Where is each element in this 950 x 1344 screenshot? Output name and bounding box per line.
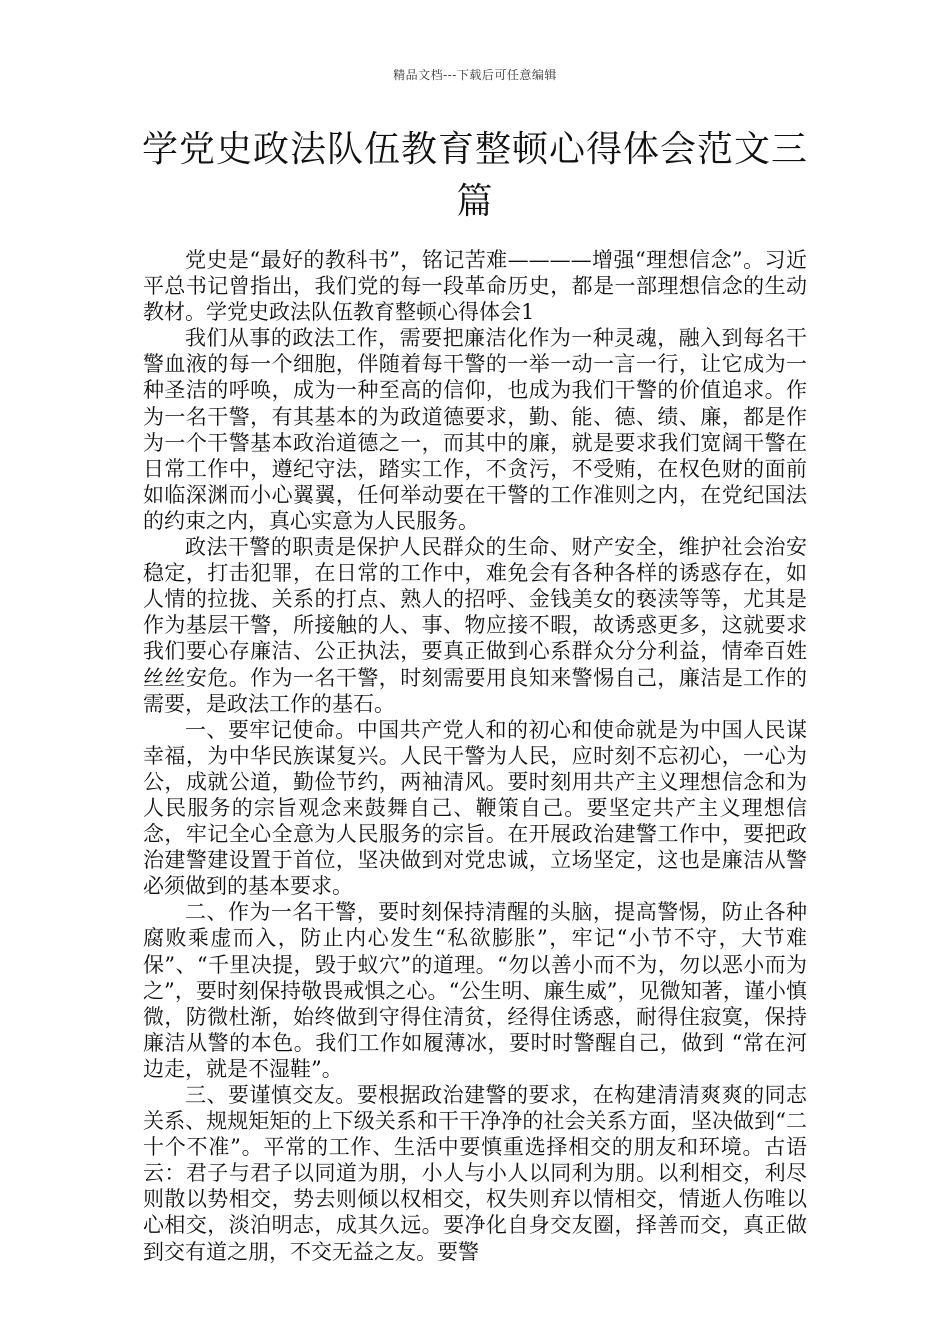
paragraph-duties: 政法干警的职责是保护人民群众的生命、财产安全，维护社会治安稳定，打击犯罪，在日常的工作中，难免会有各种各样的诱惑存在，如人情的拉拢、关系的打点、熟人的招呼、金钱美女的亵渎等等，尤其是作为基层干警，所接触的人、事、物应接不暇，故诱惑更多，这就要求我们要心存廉洁、公正执法，要真正做到心系群众分分利益，情牵百姓丝丝安危。作为一名干警，时刻需要用良知来警惕自己，廉洁是工作的需要，是政法工作的基石。 bbox=[143, 535, 807, 716]
paragraph-point-one: 一、要牢记使命。中国共产党人和的初心和使命就是为中国人民谋幸福，为中华民族谋复兴。人民干警为人民，应时刻不忘初心，一心为公，成就公道，勤俭节约，两袖清风。要时刻用共产主义理想信念和为人民服务的宗旨观念来鼓舞自己、鞭策自己。要坚定共产主义理想信念，牢记全心全意为人民服务的宗旨。在开展政治建警工作中，要把政治建警建设置于首位，坚决做到对党忠诚，立场坚定，这也是廉洁从警必须做到的基本要求。 bbox=[143, 717, 807, 899]
paragraph-intro: 党史是“最好的教科书”，铭记苦难————增强“理想信念”。习近平总书记曾指出，我们党的每一段革命历史，都是一部理想信念的生动教材。学党史政法队伍教育整顿心得体会1 bbox=[143, 248, 807, 325]
paragraph-integrity: 我们从事的政法工作，需要把廉洁化作为一种灵魂，融入到每名干警血液的每一个细胞，伴随着每干警的一举一动一言一行，让它成为一种圣洁的呼唤，成为一种至高的信仰，也成为我们干警的价值追求。作为一名干警，有其基本的为政道德要求，勤、能、德、绩、廉，都是作为一个干警基本政治道德之一，而其中的廉，就是要求我们宽阔干警在日常工作中，遵纪守法，踏实工作，不贪污，不受贿，在权色财的面前如临深渊而小心翼翼，任何举动要在干警的工作准则之内，在党纪国法的约束之内，真心实意为人民服务。 bbox=[143, 326, 807, 533]
paragraph-point-three: 三、要谨慎交友。要根据政治建警的要求，在构建清清爽爽的同志关系、规规矩矩的上下级关系和干干净净的社会关系方面，坚决做到“二十个不准”。平常的工作、生活中要慎重选择相交的朋友和环境。古语云：君子与君子以同道为朋，小人与小人以同利为朋。以利相交，利尽则散以势相交，势去则倾以权相交，权失则弃以情相交，情逝人伤唯以心相交，淡泊明志，成其久远。要净化自身交友圈，择善而交，真正做到交有道之朋，不交无益之友。要警 bbox=[143, 1083, 807, 1264]
document-body bbox=[143, 247, 807, 1265]
document-title: 学党史政法队伍教育整顿心得体会范文三篇 bbox=[141, 129, 808, 222]
paragraph-point-two: 二、作为一名干警，要时刻保持清醒的头脑，提高警惕，防止各种腐败乘虚而入，防止内心发生“私欲膨胀”，牢记“小节不守，大节难保”、“千里决提，毁于蚁穴”的道理。“勿以善小而不为，勿以恶小而为之”，要时刻保持敬畏戒惧之心。“公生明、廉生威”，见微知著，谨小慎微，防微杜渐，始终做到守得住清贫，经得住诱惑，耐得住寂寞，保持廉洁从警的本色。我们工作如履薄冰，要时时警醒自己，做到 “常在河边走，就是不湿鞋”。 bbox=[143, 900, 807, 1081]
header-note: 精品文档---下载后可任意编辑 bbox=[393, 68, 557, 82]
